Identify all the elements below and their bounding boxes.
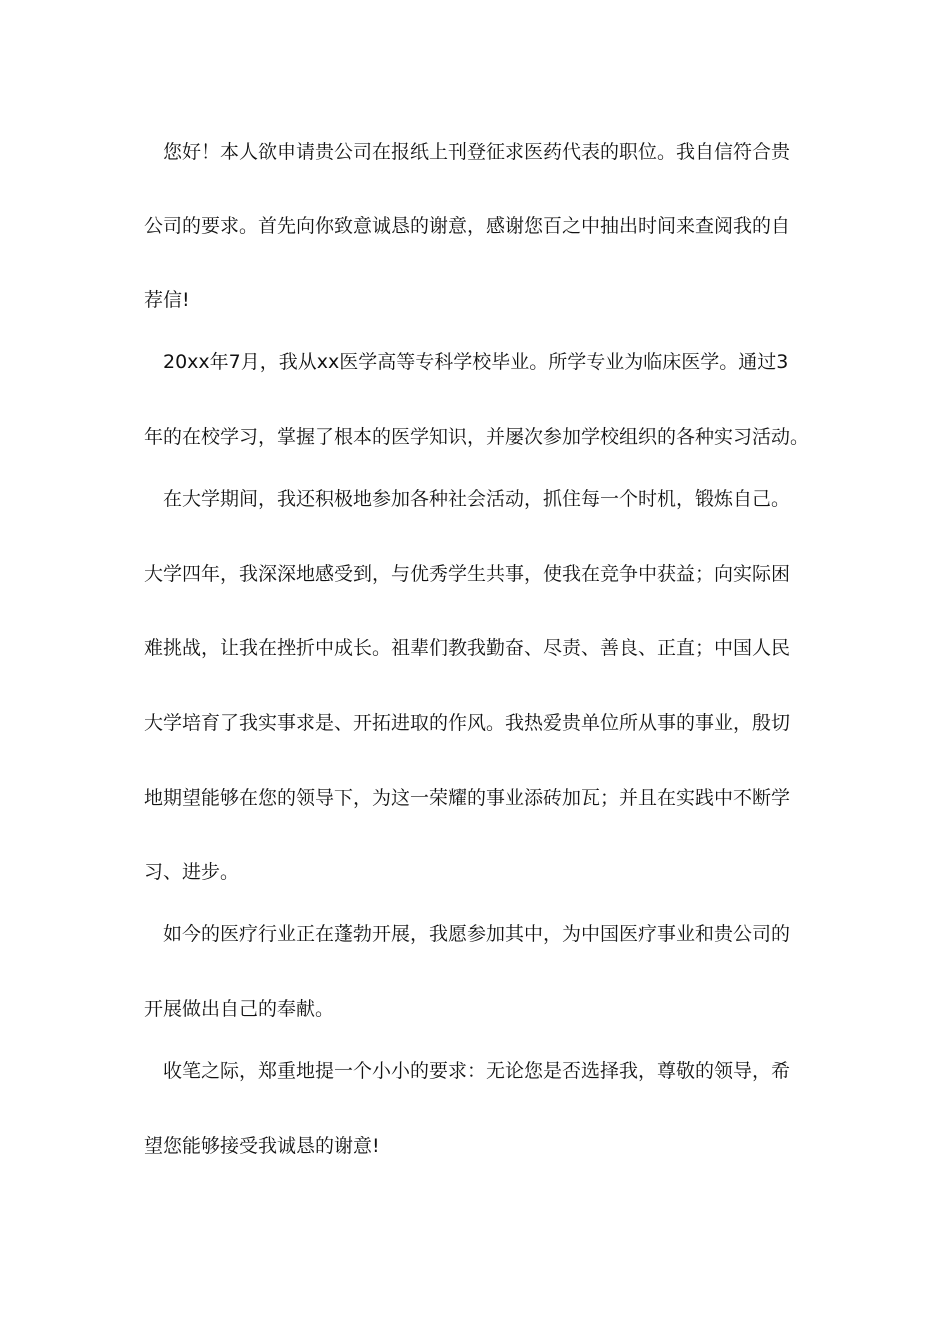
text-line: 荐信!	[144, 289, 190, 311]
text-line: 习、进步。	[144, 861, 240, 883]
text-line: 年的在校学习，掌握了根本的医学知识，并屡次参加学校组织的各种实习活动。	[144, 426, 810, 448]
text-line: 收笔之际，郑重地提一个小小的要求：无论您是否选择我，尊敬的领导，希	[163, 1060, 791, 1082]
text-line: 望您能够接受我诚恳的谢意!	[144, 1135, 380, 1157]
text-line: 在大学期间，我还积极地参加各种社会活动，抓住每一个时机，锻炼自己。	[163, 488, 791, 510]
text-line: 您好！本人欲申请贵公司在报纸上刊登征求医药代表的职位。我自信符合贵	[163, 141, 791, 163]
text-line: 20xx年7月，我从xx医学高等专科学校毕业。所学专业为临床医学。通过3	[163, 351, 789, 373]
text-line: 难挑战，让我在挫折中成长。祖辈们教我勤奋、尽责、善良、正直；中国人民	[144, 637, 791, 659]
text-line: 开展做出自己的奉献。	[144, 998, 335, 1020]
text-line: 公司的要求。首先向你致意诚恳的谢意，感谢您百之中抽出时间来查阅我的自	[144, 215, 791, 237]
text-line: 大学培育了我实事求是、开拓进取的作风。我热爱贵单位所从事的事业，殷切	[144, 712, 791, 734]
text-line: 如今的医疗行业正在蓬勃开展，我愿参加其中，为中国医疗事业和贵公司的	[163, 923, 791, 945]
text-line: 大学四年，我深深地感受到，与优秀学生共事，使我在竞争中获益；向实际困	[144, 563, 791, 585]
text-line: 地期望能够在您的领导下，为这一荣耀的事业添砖加瓦；并且在实践中不断学	[144, 787, 791, 809]
